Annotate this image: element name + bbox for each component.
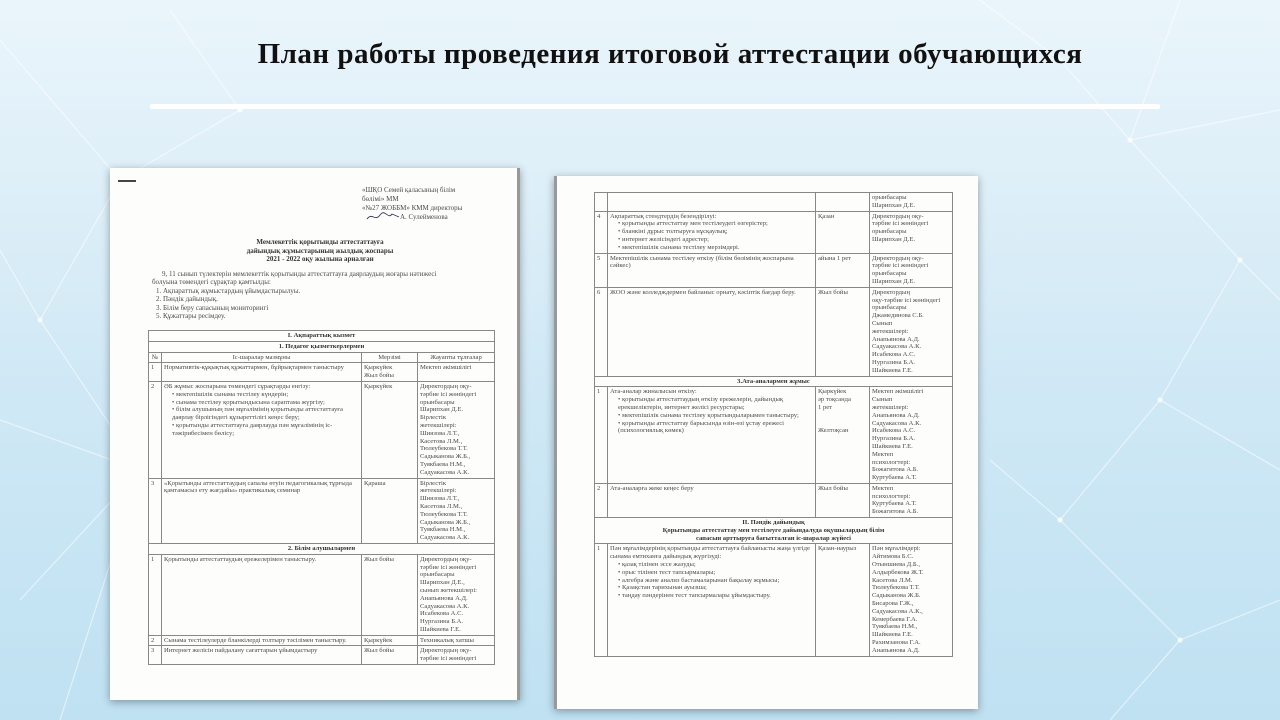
scanned-page-left	[110, 168, 520, 700]
column-header: №	[149, 352, 162, 363]
section-heading: І. Ақпараттық кызмет	[149, 331, 495, 342]
slide-title: План работы проведения итоговой аттестации обучающихся	[257, 38, 1083, 70]
list-item: • Қазақстан тарихынан ауызша;	[618, 584, 813, 592]
scan-mark	[118, 180, 136, 182]
scan-edge	[554, 176, 557, 709]
table-row: 3 Интернет желісін пайдалану сағаттарын ұйымдастыру Жыл бойы Директордың оқу- тәрбие ісі жөніндегі	[149, 646, 495, 665]
document-intro: 9, 11 сынып түлектерін мемлекеттік қорытынды аттестаттауға даярлаудың жоғары нәтижесі болуына төмендегі сұрақтар қамтылды: 1. Ақпараттық жұмыстардың ұйымдастырылуы. 2. Пәндік дайындық. 3. Білім беру сапасының мониторингі 5. Құжаттары ресімдеу.	[152, 270, 437, 321]
list-item: • алгебра және анализ бастамаларынан бақылау жұмысы;	[618, 577, 813, 585]
table-header-row	[149, 352, 495, 363]
document-heading: Мемлекеттік қорытынды аттестаттауға дайындық жұмыстарының жылдық жоспары 2021 - 2022 оқу жылына арналған	[246, 238, 394, 263]
table-row: 1 Ата-аналар жиналысын өткізу: • қорытынды аттестаттаудың өткізу ережелерін, дайындық ерекшеліктерін, интернет желісі ресурстары; • мектепішілік сынама тестілеу қорытындыларымен таныстыру; • қорытынды аттестаттау барысында өзін-өзі ұстау ережесі (психологиялық көмек) Қыркүйек әр тоқсанда 1 рет Желтоқсан Мектеп әкімшілігі Сынып жетекшілері: Анапьянова А.Д. Садуакасова А.К. Исабекова А.С. Нургазина Б.А. Шайкиева Г.Е. Мектеп психологтері: Божагитова А.Б. Куртубаева А.Т.	[595, 387, 953, 484]
title-underline	[150, 104, 1160, 109]
list-item: • қазақ тілінен эссе жазуды;	[618, 561, 813, 569]
list-item: • мектепішілік сынама тестілеу мерзімдері.	[618, 244, 813, 252]
table-row: 3 «Қорытынды аттестаттаудың сапалы өтуін педагогикалық тұрғыда қамтамасыз ету жағдайы» практикалық семинар Қараша Бірлестік жетекшілері: Шиязова Л.Т., Касетова Л.М., Тюлеубекова Т.Т. Садыканова Ж.Б., Туякбаева Н.М., Садуакасова А.К.	[149, 478, 495, 543]
plan-table-left	[148, 330, 495, 665]
table-row: 5 Мектепішілік сынама тестілеу өткізу (білім бөлімінің жоспарына сәйкес) айына 1 рет Директордың оқу- тәрбие ісі жөніндегі орынбасары Шарипхан Д.Е.	[595, 253, 953, 287]
column-header: Іс-шаралар мазмұны	[162, 352, 362, 363]
list-item: • қорытынды аттестаттаудың өткізу ережелерін, дайындық ерекшеліктерін, интернет желісі ресурстары;	[618, 396, 813, 412]
approval-block: «ШҚО Семей қаласының білім бөлімі» ММ «№27 ЖОББМ» КММ директоры А. Сулейменова	[362, 186, 463, 221]
table-row: 1 Нормативтік-құқықтық құжаттармен, бұйрықтармен таныстыру Қыркүйек Жыл бойы Мектеп әкімшілігі	[149, 363, 495, 382]
plan-table-right	[594, 192, 953, 657]
list-item: • бланкіні дұрыс толтыруға нұсқаулық;	[618, 228, 813, 236]
table-row: 2 Сынама тестілеулерде бланкілерді толтыру тәсілімен таныстыру. Қыркүйек Техникалық хатшы	[149, 635, 495, 646]
table-row: 2 Ата-аналарға жеке кеңес беру Жыл бойы Мектеп психологтері: Куртубаева А.Т. Божагитова А.Б.	[595, 483, 953, 517]
subsection-heading: 1. Педагог қызметкерлермен	[149, 341, 495, 352]
list-item: • таңдау пәндерінен тест тапсырмалары ұйымдастыру.	[618, 592, 813, 600]
table-row: 4 Ақпараттық стендтердің безендірілуі: • қорытынды аттестаттау мен тестілеудегі өзгерістер; • бланкіні дұрыс толтыруға нұсқаулық; • интернет желісіндегі адрестер; • мектепішілік сынама тестілеу мерзімдері. Қазан Директордың оқу- тәрбие ісі жөніндегі орынбасары Шарипхан Д.Е.	[595, 211, 953, 253]
scan-edge	[517, 168, 520, 700]
column-header: Мерзімі	[362, 352, 418, 363]
section-heading: 2. Білім алушылармен	[149, 543, 495, 554]
list-item: • интернет желісіндегі адрестер;	[618, 236, 813, 244]
list-item: • сынама тестілеу қорытындысына сараптама жүргізу;	[172, 399, 359, 407]
list-item: • орыс тілінен тест тапсырмалары;	[618, 569, 813, 577]
list-item: • қорытынды аттестаттауға даярлауда пән мұғалімінің іс-тәжірибесімен бөлісу;	[172, 422, 359, 438]
list-item: • мектепішілік сынама тестілеу күндерін;	[172, 391, 359, 399]
list-item: • қорытынды аттестаттау барысында өзін-өзі ұстау ережесі (психологиялық көмек)	[618, 420, 813, 436]
table-row: 1 Пән мұғалімдерінің қорытынды аттестаттауға байланысты жаңа үлгіде сынама емтиханға дайындық жүргізуді: • қазақ тілінен эссе жазуды; • орыс тілінен тест тапсырмалары; • алгебра және анализ бастамаларынан бақылау жұмысы; • Қазақстан тарихынан ауызша; • таңдау пәндерінен тест тапсырмалары ұйымдастыру. Қазан-наурыз Пән мұғалімдері: Айтимова Б.С. Отыншиева Д.Б., Алдырбекова Ж.Т. Касетова Л.М. Тюлеубекова Т.Т. Садыканова Ж.Б. Бисарова Г.Ж., Садуакасова А.К., Кемербаева Г.А. Туякбаева Н.М., Шайкиева Г.Е. Рахимзанова Г.А. Анапьянова А.Д.	[595, 544, 953, 656]
list-item: • білім алушының пән мұғалімінің қорытынды аттестаттауға даярлау бірлігіндегі құзыреттілігі кеңес беру;	[172, 406, 359, 422]
section-heading: 3.Ата-аналармен жұмыс	[595, 376, 953, 387]
table-row: 6 ЖОО және колледждермен байланыс орнату, кәсіптік бағдар беру. Жыл бойы Директордың оқу-тәрбие ісі жөніндегі орынбасары Джамединова С.Б. Сынып жетекшілері: Анапьянова А.Д. Садуакасова А.К. Исабекова А.С. Нургазина Б.А. Шайкиева Г.Е.	[595, 287, 953, 376]
scanned-page-right	[554, 176, 978, 709]
table-row: орынбасары Шарипхан Д.Е.	[595, 193, 953, 212]
section-heading: ІІ. Пәндік дайындық Қорытынды аттестаттау мен тестілеуге дайындалуда оқушылардың білім сапасын арттыруға бағытталған іс-шаралар жүйесі	[595, 518, 953, 544]
list-item: • мектепішілік сынама тестілеу қорытындыларымен таныстыру;	[618, 412, 813, 420]
column-header: Жауапты тұлғалар	[418, 352, 495, 363]
signature-mark	[366, 211, 400, 223]
list-item: • қорытынды аттестаттау мен тестілеудегі өзгерістер;	[618, 220, 813, 228]
table-row: 2 ӘБ жұмыс жоспарына төмендегі сұрақтарды енгізу: • мектепішілік сынама тестілеу күндерін; • сынама тестілеу қорытындысына сараптама жүргізу; • білім алушының пән мұғалімінің қорытынды аттестаттауға даярлау бірлігіндегі құзыреттілігі кеңес беру; • қорытынды аттестаттауға даярлауда пән мұғалімінің іс-тәжірибесімен бөлісу; Қыркүйек Директордың оқу- тәрбие ісі жөніндегі орынбасары Шарипхан Д.Е. Бірлестік жетекшілері: Шиязова Л.Т., Касетова Л.М., Тюлеубекова Т.Т. Садыканова Ж.Б., Туякбаева Н.М., Садуакасова А.К.	[149, 381, 495, 478]
table-row: 1 Қорытынды аттестаттаудың ережелерімен таныстыру. Жыл бойы Директордың оқу- тәрбие ісі жөніндегі орынбасары Шарипхан Д.Е., сынып жетекшілері: Анапьянова А.Д. Садуакасова А.К. Исабекова А.С. Нургазина Б.А. Шайкиева Г.Е.	[149, 554, 495, 635]
